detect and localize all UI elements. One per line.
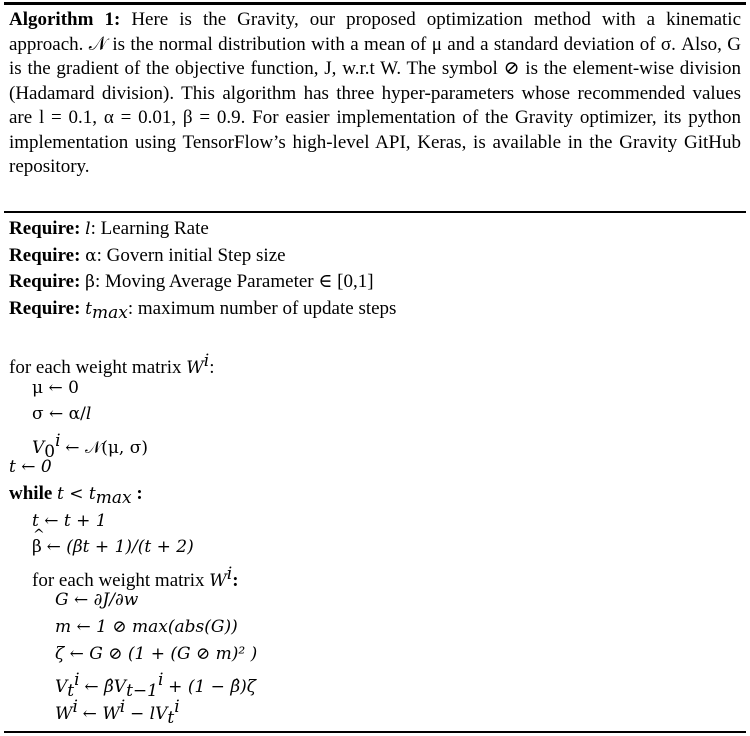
while-keyword: while [9, 482, 53, 504]
caption-line-2: kinematic approach. 𝒩 is the normal distribution with a mean of μ and a standard [9, 9, 742, 55]
colon: : [232, 569, 239, 591]
require-learning-rate [9, 216, 739, 243]
beta-hat-update: ^ β ← (βt + 1)/(t + 2) [9, 534, 739, 561]
require-alpha [9, 243, 739, 270]
weight-symbol: W [209, 570, 227, 591]
caption-line-4: symbol ⊘ is the element-wise division (Hadamard division). This algorithm has [9, 58, 742, 104]
weight-update-expr: ← W [82, 703, 120, 724]
caption-line-7: implementation using TensorFlow’s high-level API, Keras, is available in the [9, 131, 613, 153]
velocity-expr-a: ← β̂V [84, 677, 127, 698]
colon: : [209, 357, 215, 378]
symbol-alpha: α [85, 245, 97, 266]
velocity-update: $V_t^i$ ← $\betâV_{t-1}^i + (1$ − β̂)ζ [55, 670, 256, 702]
symbol-max-sub: max [92, 302, 128, 323]
v-superscript: i [74, 670, 80, 691]
while-max-sub: max [95, 487, 132, 508]
init-sigma-expr: σ ← α/ [32, 404, 86, 425]
caption-line-3: deviation of σ. Also, G is the gradient of the objective function, J, w.r.t W. The [9, 33, 742, 79]
zeta-update [9, 641, 739, 668]
weight-superscript: i [203, 351, 210, 371]
v-superscript: i [157, 670, 164, 691]
require-keyword: Require: [9, 244, 81, 266]
gradient-expr: G ← ∂J/∂w [55, 590, 139, 611]
symbol-l: l [85, 219, 91, 239]
weight-symbol: W [186, 358, 204, 378]
symbol-t: t [85, 298, 93, 319]
for-each-label: for each weight matrix [32, 569, 205, 591]
algorithm-body [9, 348, 739, 728]
require-text: : Govern initial Step size [96, 244, 286, 266]
step-t-expr: t ← t + 1 [32, 510, 107, 531]
requirements [9, 216, 739, 322]
require-keyword: Require: [9, 271, 81, 293]
require-text: : maximum number of update steps [127, 297, 397, 319]
top-rule [4, 2, 746, 5]
outer-for-loop [9, 348, 739, 378]
step-t [9, 508, 739, 535]
algorithm-label: Algorithm 1: [9, 9, 121, 30]
weight-update: $W^i$ ← $W^i - lV_t^i$ [55, 696, 180, 728]
require-text: : Moving Average Parameter ∈ [0,1] [95, 271, 374, 293]
symbol-beta: β [85, 272, 95, 293]
caption-line-5: three hyper-parameters whose recommended values are l = 0.1, α = 0.01, β = [9, 82, 741, 128]
init-t [9, 454, 739, 481]
v-superscript: i [174, 696, 180, 717]
zeta-update-expr: ζ ← G ⊘ (1 + (G ⊘ m)² ) [55, 643, 258, 664]
velocity-expr-b: + (1 − β̂)ζ [168, 677, 256, 698]
require-keyword: Require: [9, 218, 81, 239]
weight-superscript: i [226, 563, 233, 584]
weight-symbol: W [55, 703, 73, 724]
require-text: : Learning Rate [90, 218, 209, 239]
m-update [9, 614, 739, 641]
inner-for-loop [9, 561, 739, 591]
init-mu-expr: μ ← 0 [32, 377, 79, 398]
init-mu [9, 375, 739, 402]
v-superscript: i [55, 430, 61, 451]
caption-divider [4, 211, 746, 213]
velocity-sub: t−1 [126, 681, 158, 702]
init-v: $V_0^i$ ← 𝒩(μ, σ) [32, 430, 148, 462]
caption-line-1: Here is the Gravity, our proposed optimization method with a [131, 9, 656, 30]
while-condition: t < t [57, 483, 96, 504]
init-t-expr: t ← 0 [9, 457, 52, 478]
weight-superscript: i [72, 696, 78, 717]
require-tmax [9, 296, 739, 323]
bottom-rule [4, 731, 746, 733]
require-keyword: Require: [9, 297, 81, 319]
symbol-l: l [85, 404, 92, 425]
require-beta [9, 269, 739, 296]
beta-hat-expr: ← (βt + 1)/(t + 2) [46, 537, 194, 558]
algorithm-caption [9, 8, 741, 180]
gradient-line [9, 587, 739, 614]
caption-line-6: 0.9. For easier implementation of the Gravity optimizer, its python [216, 107, 741, 128]
init-sigma [9, 401, 739, 428]
m-update-expr: m ← 1 ⊘ max(abs(G)) [55, 616, 238, 637]
caption-line-8: Gravity GitHub repository. [9, 131, 741, 177]
weight-superscript: i [119, 696, 126, 717]
while-loop [9, 481, 739, 508]
while-colon: : [136, 482, 143, 504]
init-v-expr: ← 𝒩(μ, σ) [65, 437, 148, 458]
weight-update-rhs: − lV [129, 703, 168, 724]
for-each-label: for each weight matrix [9, 357, 182, 378]
